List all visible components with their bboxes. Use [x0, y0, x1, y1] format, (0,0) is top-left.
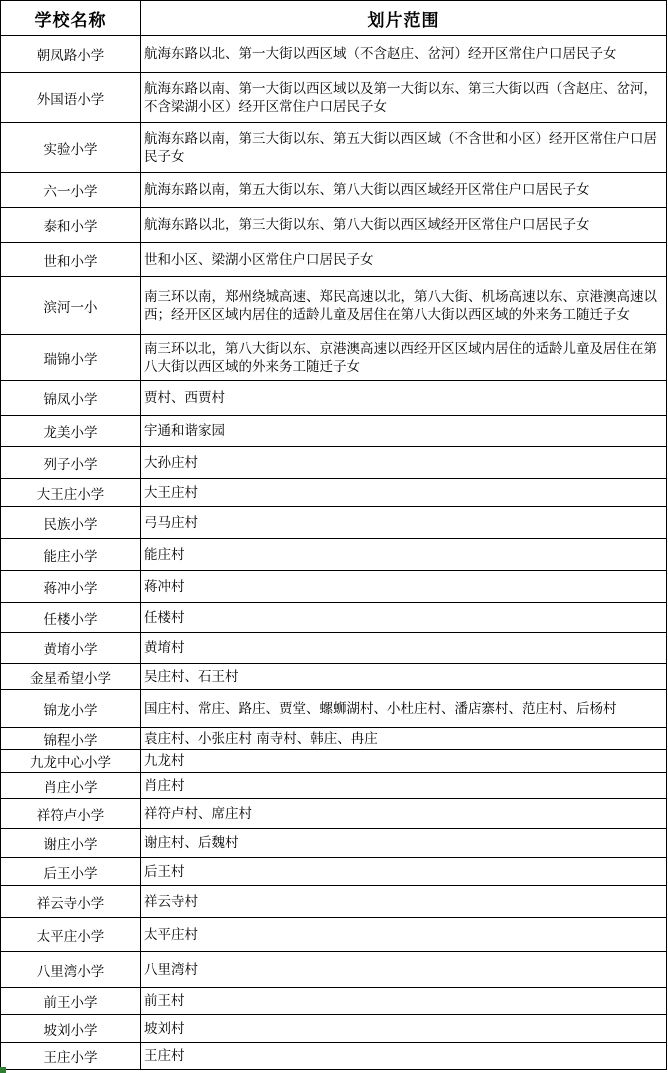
school-name-cell: 能庄小学 — [1, 539, 141, 571]
table-row — [1, 479, 667, 507]
zone-scope-cell: 八里湾村 — [141, 952, 667, 988]
zone-scope-cell: 南三环以南，郑州绕城高速、郑民高速以北，第八大街、机场高速以东、京港澳高速以西；经开区区域内居住的适龄儿童及居住在第八大街以西区域的外来务工随迁子女 — [141, 277, 667, 335]
zone-scope-cell: 太平庄村 — [141, 918, 667, 952]
zone-scope-cell: 前王村 — [141, 988, 667, 1015]
zone-scope-cell: 祥符卢村、席庄村 — [141, 799, 667, 829]
table-row — [1, 773, 667, 799]
school-name-cell: 锦程小学 — [1, 728, 141, 750]
zone-scope-cell: 宇通和谐家园 — [141, 416, 667, 447]
school-name-cell: 外国语小学 — [1, 73, 141, 123]
table-row — [1, 728, 667, 750]
school-name-cell: 民族小学 — [1, 507, 141, 539]
school-name-cell: 八里湾小学 — [1, 952, 141, 988]
table-row — [1, 381, 667, 416]
school-name-cell: 泰和小学 — [1, 208, 141, 243]
header-zone-scope: 划片范围 — [141, 1, 667, 36]
zone-scope-cell: 大孙庄村 — [141, 447, 667, 479]
table-row — [1, 918, 667, 952]
header-row — [1, 1, 667, 36]
zone-scope-cell: 王庄村 — [141, 1043, 667, 1070]
zone-scope-cell: 南三环以北，第八大街以东、京港澳高速以西经开区区域内居住的适龄儿童及居住在第八大街以西区域的外来务工随迁子女 — [141, 335, 667, 381]
zone-scope-cell: 袁庄村、小张庄村 南寺村、韩庄、冉庄 — [141, 728, 667, 750]
zone-scope-cell: 肖庄村 — [141, 773, 667, 799]
zone-scope-cell: 航海东路以北、第一大街以西区域（不含赵庄、岔河）经开区常住户口居民子女 — [141, 36, 667, 73]
table-row — [1, 952, 667, 988]
table-row — [1, 416, 667, 447]
zone-scope-cell: 黄堉村 — [141, 633, 667, 664]
school-name-cell: 朝凤路小学 — [1, 36, 141, 73]
table-row — [1, 243, 667, 277]
table-row — [1, 36, 667, 73]
table-row — [1, 799, 667, 829]
school-name-cell: 瑞锦小学 — [1, 335, 141, 381]
table-row — [1, 173, 667, 208]
school-name-cell: 谢庄小学 — [1, 829, 141, 858]
zone-scope-cell: 谢庄村、后魏村 — [141, 829, 667, 858]
table-row — [1, 858, 667, 886]
school-name-cell: 任楼小学 — [1, 603, 141, 633]
table-row — [1, 750, 667, 773]
zone-scope-cell: 祥云寺村 — [141, 886, 667, 918]
zone-scope-cell: 任楼村 — [141, 603, 667, 633]
table-body — [1, 36, 667, 1070]
school-name-cell: 肖庄小学 — [1, 773, 141, 799]
table-row — [1, 664, 667, 690]
zone-scope-cell: 国庄村、常庄、路庄、贾堂、螺蛳湖村、小杜庄村、潘店寨村、范庄村、后杨村 — [141, 690, 667, 728]
zone-scope-cell: 能庄村 — [141, 539, 667, 571]
table-row — [1, 335, 667, 381]
zone-scope-cell: 坡刘村 — [141, 1015, 667, 1043]
zone-scope-cell: 吴庄村、石王村 — [141, 664, 667, 690]
school-name-cell: 后王小学 — [1, 858, 141, 886]
zone-scope-cell: 航海东路以南，第三大街以东、第五大街以西区域（不含世和小区）经开区常住户口居民子女 — [141, 123, 667, 173]
school-name-cell: 大王庄小学 — [1, 479, 141, 507]
table-row — [1, 447, 667, 479]
table-row — [1, 277, 667, 335]
school-name-cell: 滨河一小 — [1, 277, 141, 335]
table-row — [1, 633, 667, 664]
zone-scope-cell: 航海东路以南、第一大街以西区域以及第一大街以东、第三大街以西（含赵庄、岔河，不含梁湖小区）经开区常住户口居民子女 — [141, 73, 667, 123]
school-name-cell: 列子小学 — [1, 447, 141, 479]
school-name-cell: 锦凤小学 — [1, 381, 141, 416]
table-row — [1, 988, 667, 1015]
school-name-cell: 世和小学 — [1, 243, 141, 277]
school-name-cell: 祥云寺小学 — [1, 886, 141, 918]
table-row — [1, 507, 667, 539]
school-name-cell: 龙美小学 — [1, 416, 141, 447]
table-row — [1, 1015, 667, 1043]
school-name-cell: 六一小学 — [1, 173, 141, 208]
table-row — [1, 603, 667, 633]
school-name-cell: 太平庄小学 — [1, 918, 141, 952]
table-row — [1, 690, 667, 728]
header-school-name: 学校名称 — [1, 1, 141, 36]
zone-scope-cell: 九龙村 — [141, 750, 667, 773]
school-name-cell: 九龙中心小学 — [1, 750, 141, 773]
table-row — [1, 123, 667, 173]
school-name-cell: 金星希望小学 — [1, 664, 141, 690]
table-row — [1, 73, 667, 123]
zone-scope-cell: 蒋冲村 — [141, 571, 667, 603]
zone-scope-cell: 大王庄村 — [141, 479, 667, 507]
zone-scope-cell: 后王村 — [141, 858, 667, 886]
zone-scope-cell: 航海东路以南，第五大街以东、第八大街以西区域经开区常住户口居民子女 — [141, 173, 667, 208]
school-name-cell: 实验小学 — [1, 123, 141, 173]
table-row — [1, 539, 667, 571]
school-name-cell: 坡刘小学 — [1, 1015, 141, 1043]
zone-scope-cell: 航海东路以北，第三大街以东、第八大街以西区域经开区常住户口居民子女 — [141, 208, 667, 243]
school-name-cell: 王庄小学 — [1, 1043, 141, 1070]
table-row — [1, 829, 667, 858]
table-row — [1, 208, 667, 243]
zone-scope-cell: 世和小区、梁湖小区常住户口居民子女 — [141, 243, 667, 277]
sheet-corner-marker — [0, 1067, 6, 1073]
zone-scope-cell: 贾村、西贾村 — [141, 381, 667, 416]
table-row — [1, 571, 667, 603]
school-name-cell: 祥符卢小学 — [1, 799, 141, 829]
school-name-cell: 黄堉小学 — [1, 633, 141, 664]
school-name-cell: 蒋冲小学 — [1, 571, 141, 603]
school-name-cell: 前王小学 — [1, 988, 141, 1015]
school-name-cell: 锦龙小学 — [1, 690, 141, 728]
table-row — [1, 1043, 667, 1070]
zone-scope-cell: 弓马庄村 — [141, 507, 667, 539]
table-row — [1, 886, 667, 918]
